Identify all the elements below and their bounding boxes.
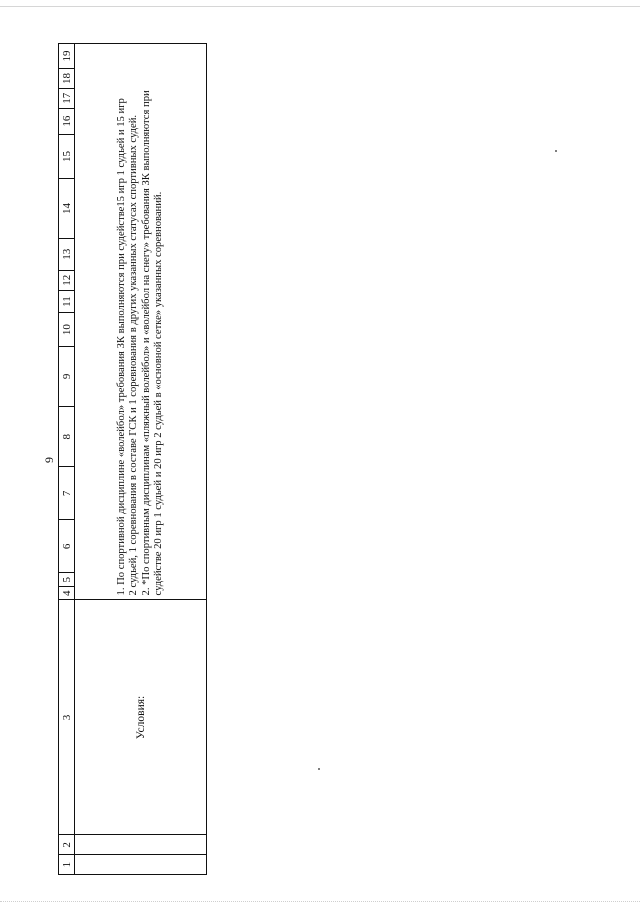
column-number: 8: [59, 407, 75, 467]
column-number: 13: [59, 238, 75, 270]
column-number: 18: [59, 69, 75, 89]
conditions-row: [75, 44, 207, 875]
note-line: судействе 20 игр 1 судьей и 20 игр 2 судьей в «основной сетке» указанных соревнований.: [152, 191, 164, 596]
column-number-row: [59, 44, 75, 875]
note-line: 1. По спортивной дисциплине «волейбол» требования ЗК выполняются при судействе15 игр 1 судьей и 15 игр: [115, 98, 127, 596]
column-number: 19: [59, 44, 75, 69]
column-number: 5: [59, 573, 75, 587]
column-number: 9: [59, 346, 75, 406]
column-number: 14: [59, 179, 75, 238]
column-number: 16: [59, 108, 75, 134]
column-number: 11: [59, 290, 75, 313]
conditions-notes: [75, 44, 207, 600]
scan-speck: [555, 150, 557, 152]
qualification-table: [58, 43, 207, 875]
conditions-label: Условия:: [75, 600, 207, 835]
note-line: 2. *По спортивным дисциплинам «пляжный волейбол» и «волейбол на снегу» требования ЗК выполняются при: [140, 90, 152, 596]
note-line: 2 судьей, 1 соревнования в составе ГСК и 1 соревнования в других указанных статусах спортивных судей.: [128, 114, 140, 596]
column-number: 3: [59, 600, 75, 835]
empty-cell: [75, 855, 207, 875]
empty-cell: [75, 835, 207, 855]
column-number: 17: [59, 88, 75, 108]
column-number: 12: [59, 270, 75, 290]
column-number: 4: [59, 586, 75, 600]
column-number: 1: [59, 855, 75, 875]
page-number: 9: [42, 457, 56, 463]
column-number: 15: [59, 134, 75, 179]
column-number: 2: [59, 835, 75, 855]
column-number: 6: [59, 520, 75, 573]
scan-speck: [318, 768, 320, 770]
column-number: 10: [59, 313, 75, 346]
column-number: 7: [59, 467, 75, 520]
